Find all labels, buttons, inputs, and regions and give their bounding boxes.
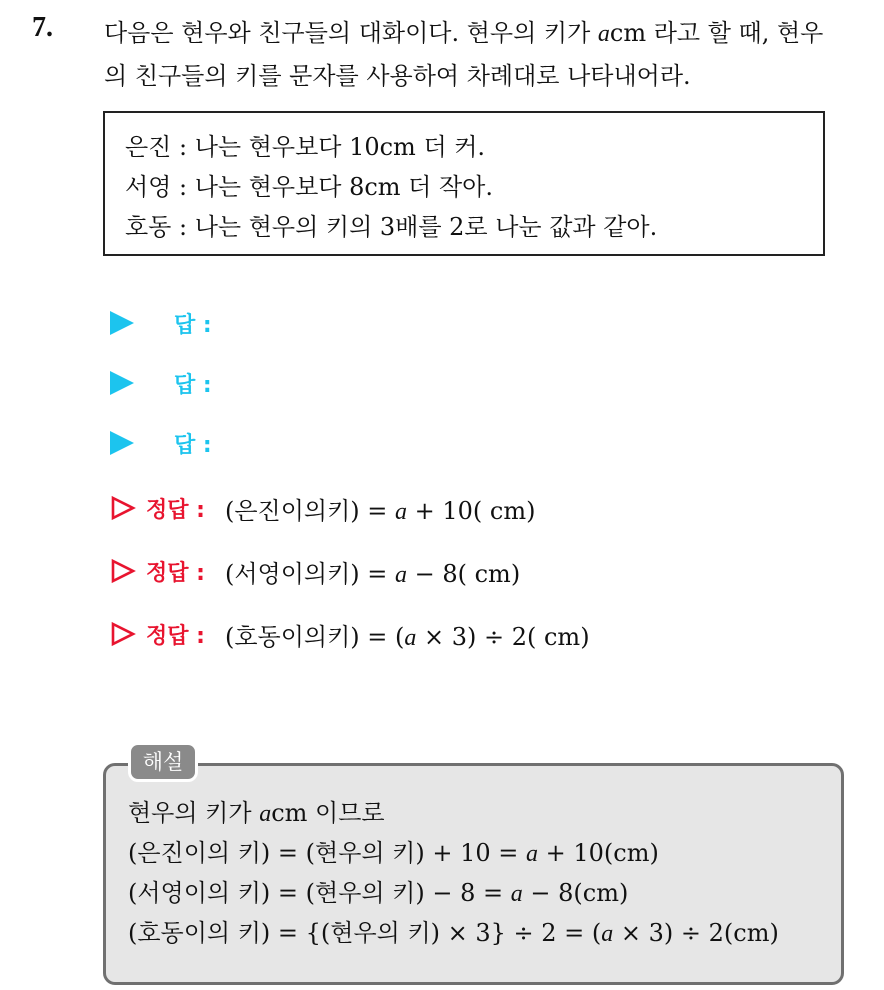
- explanation-line-1: [128, 794, 779, 834]
- explanation-line-3-start: (서영이의 키) = (현우의 키) − 8 =: [128, 879, 511, 907]
- question-line-1: [104, 12, 874, 55]
- explanation-line-1-start: 현우의 키가: [128, 799, 260, 827]
- solution-row-1: [110, 488, 535, 528]
- answer-row-2[interactable]: [110, 365, 212, 401]
- question-line-2: 의 친구들의 키를 문자를 사용하여 차례대로 나타내어라.: [104, 62, 691, 90]
- solution-text-hodong: [225, 617, 590, 652]
- answer-label: 답 :: [174, 312, 212, 338]
- solution-variable: a: [394, 561, 407, 588]
- answer-label: 답 :: [174, 432, 212, 458]
- outline-arrow-icon: [110, 558, 136, 584]
- solution-prefix: (서영이의키) =: [224, 559, 395, 588]
- dialog-line-seoyoung: 서영 : 나는 현우보다 8cm 더 작아.: [125, 173, 493, 201]
- question-line-1-start: 다음은 현우와 친구들의 대화이다. 현우의 키가: [104, 19, 598, 47]
- question-variable: a: [597, 21, 610, 47]
- solution-suffix: × 3) ÷ 2( cm): [416, 622, 590, 651]
- explanation-line-3-end: − 8(cm): [522, 879, 629, 907]
- explanation-variable: a: [510, 881, 523, 907]
- question-number: 7.: [32, 12, 53, 43]
- explanation-line-2-end: + 10(cm): [538, 839, 659, 867]
- solution-text-eunjin: [225, 491, 535, 526]
- explanation-variable: a: [601, 921, 614, 947]
- solution-label: 정답 :: [146, 560, 205, 586]
- explanation-variable: a: [526, 841, 539, 867]
- explanation-line-4-start: (호동이의 키) = {(현우의 키) × 3} ÷ 2 = (: [128, 919, 602, 947]
- explanation-content: [128, 794, 779, 954]
- solution-variable: a: [394, 498, 407, 525]
- solution-row-3: [110, 614, 590, 654]
- dialog-box: [103, 111, 825, 256]
- explanation-box: [103, 763, 844, 985]
- explanation-line-2: [128, 834, 779, 874]
- explanation-line-2-start: (은진이의 키) = (현우의 키) + 10 =: [128, 839, 527, 867]
- play-arrow-icon: [110, 371, 134, 395]
- question-line-1-end: cm 라고 할 때, 현우: [609, 19, 824, 47]
- answer-row-1[interactable]: [110, 305, 212, 341]
- explanation-line-4: [128, 914, 779, 954]
- solution-suffix: − 8( cm): [406, 559, 521, 588]
- explanation-line-1-end: cm 이므로: [271, 799, 385, 827]
- solution-prefix: (은진이의키) =: [224, 496, 395, 525]
- explanation-line-4-end: × 3) ÷ 2(cm): [613, 919, 779, 947]
- dialog-line-eunjin: 은진 : 나는 현우보다 10cm 더 커.: [125, 133, 486, 161]
- explanation-title-tab: 해설: [128, 742, 198, 782]
- play-arrow-icon: [110, 431, 134, 455]
- solution-text-seoyoung: [225, 554, 520, 589]
- solution-prefix: (호동이의키) = (: [224, 622, 405, 651]
- solution-label: 정답 :: [146, 623, 205, 649]
- explanation-variable: a: [259, 801, 272, 827]
- play-arrow-icon: [110, 311, 134, 335]
- answer-label: 답 :: [174, 372, 212, 398]
- explanation-line-3: [128, 874, 779, 914]
- question-text: [104, 12, 874, 97]
- solution-row-2: [110, 551, 520, 591]
- solution-variable: a: [404, 624, 417, 651]
- solution-suffix: + 10( cm): [406, 496, 536, 525]
- dialog-line-hodong: 호동 : 나는 현우의 키의 3배를 2로 나눈 값과 같아.: [125, 213, 658, 241]
- answer-row-3[interactable]: [110, 425, 212, 461]
- outline-arrow-icon: [110, 621, 136, 647]
- outline-arrow-icon: [110, 495, 136, 521]
- solution-label: 정답 :: [146, 497, 205, 523]
